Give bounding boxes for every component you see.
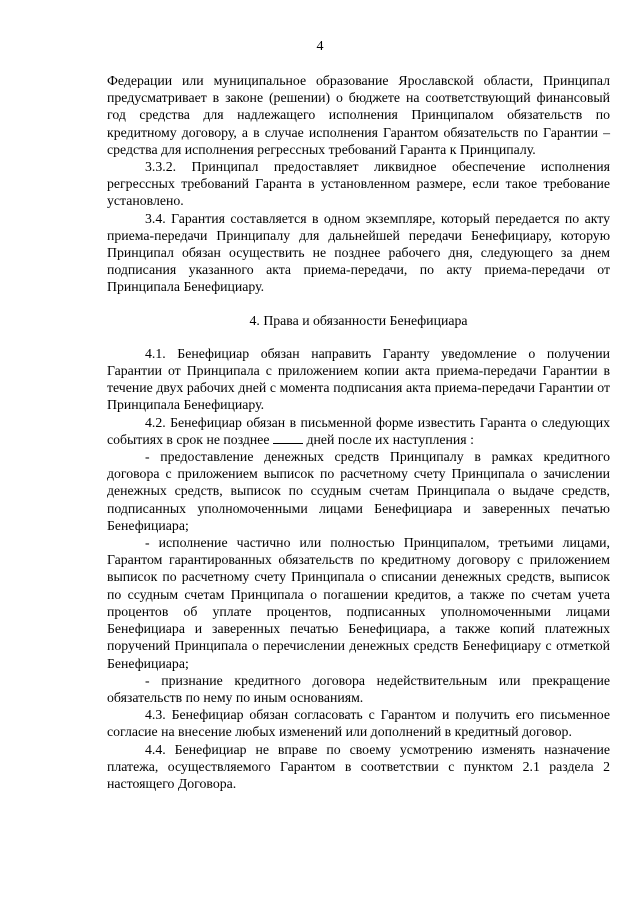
page-number: 4 xyxy=(316,39,324,54)
section-heading-4: 4. Права и обязанности Бенефициара xyxy=(249,312,468,328)
paragraph-4-2-start: 4.2. Бенефициар обязан в письменной форме известить Гаранта о следующих событиях в срок не позднее xyxy=(107,414,610,447)
list-item-4-2-3: - признание кредитного договора недействительным или прекращение обязательств по нему по иным основаниям. xyxy=(107,672,610,705)
list-item-4-2-2: - исполнение частично или полностью Принципалом, третьими лицами, Гарантом гарантированных обязательств по кредитному договору с приложением выписок по расчетному счету Принципала о списании денежных средств, выписок по ссудным счетам Принципала о погашении кредитов, а также по счетам учета процентов об уплате процентов, подписанных уполномоченными лицами Бенефициара и заверенных печатью Бенефициара, а также копий платежных поручений Принципала о перечислении денежных средств Бенефициару с отметкой Бенефициара; xyxy=(107,535,610,671)
paragraph-4-4: 4.4. Бенефициар не вправе по своему усмотрению изменять назначение платежа, осуществляемого Гарантом в соответствии с пунктом 2.1 раздела 2 настоящего Договора. xyxy=(107,741,610,791)
blank-days-field xyxy=(273,431,303,444)
paragraph-4-3: 4.3. Бенефициар обязан согласовать с Гарантом и получить его письменное согласие на внесение любых изменений или дополнений в кредитный договор. xyxy=(107,707,610,740)
paragraph-4-2 xyxy=(107,414,610,448)
paragraph-3-4: 3.4. Гарантия составляется в одном экземпляре, который передается по акту приема-передачи Принципалу для дальнейшей передачи Бенефициару, которую Принципал обязан осуществить не позднее рабочего дня, следующего за днем подписания указанного акта приема-передачи, по акту приема-передачи от Принципала Бенефициару. xyxy=(107,210,610,295)
paragraph-4-2-end: дней после их наступления : xyxy=(306,431,474,447)
paragraph-3-3-2: 3.3.2. Принципал предоставляет ликвидное обеспечение исполнения регрессных требований Гаранта в установленном размере, если такое требование установлено. xyxy=(107,159,610,209)
list-item-4-2-1: - предоставление денежных средств Принципалу в рамках кредитного договора с приложением выписок по расчетному счету Принципала о зачислении денежных средств, выписок по ссудным счетам Принципала о выдаче средств, подписанных уполномоченными лицами Бенефициара и заверенных печатью Бенефициара; xyxy=(107,449,610,533)
document-body xyxy=(107,72,610,792)
paragraph-4-1: 4.1. Бенефициар обязан направить Гаранту уведомление о получении Гарантии от Принципала с приложением копии акта приема-передачи Гарантии в течение двух рабочих дней с момента подписания акта приема-передачи Гарантии от Принципала Бенефициару. xyxy=(107,345,610,413)
paragraph-3-3-continuation: Федерации или муниципальное образование Ярославской области, Принципал предусматривает в законе (решении) о бюджете на соответствующий финансовый год средства для надлежащего исполнения Принципалом обязательств по кредитному договору, а в случае исполнения Гарантом обязательств по Гарантии – средства для исполнения регрессных требований Гаранта к Принципалу. xyxy=(107,73,610,157)
